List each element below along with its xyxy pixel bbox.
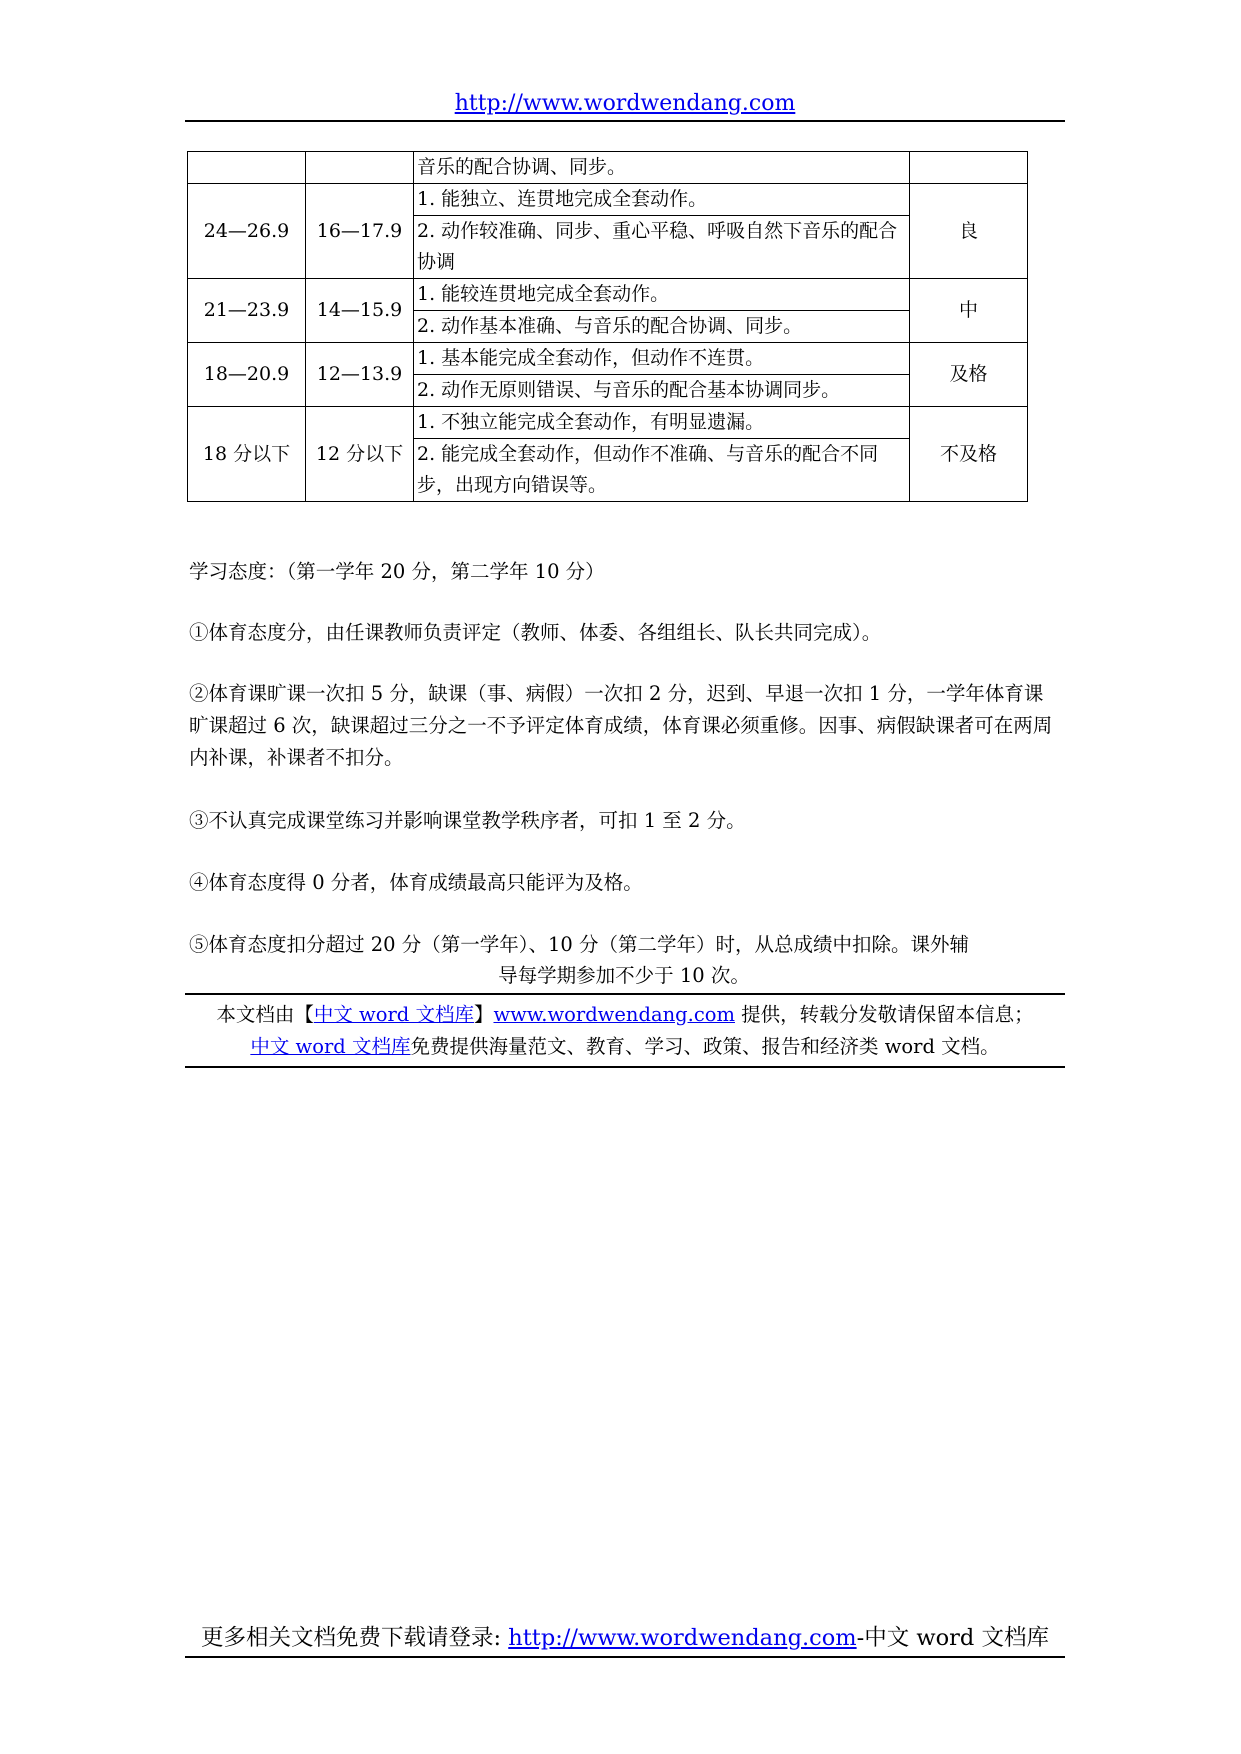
table-row	[188, 343, 1028, 407]
header	[185, 90, 1065, 118]
criterion-line: 1. 不独立能完成全套动作，有明显遗漏。	[417, 411, 765, 433]
attitude-item-1: ①体育态度分，由任课教师负责评定（教师、体委、各组组长、队长共同完成）。	[189, 621, 882, 644]
score-cell	[188, 152, 306, 184]
footer-suffix: -中文 word 文档库	[856, 1625, 1049, 1651]
criterion-line: 2. 能完成全套动作，但动作不准确、与音乐的配合不同步，出现方向错误等。	[414, 438, 909, 501]
score-cell: 14—15.9	[306, 279, 414, 343]
description-cell	[414, 343, 910, 407]
source-notice-line-2	[185, 1031, 1065, 1063]
attitude-item-5-line1: ⑤体育态度扣分超过 20 分（第一学年）、10 分（第二学年）时，从总成绩中扣除。课外辅	[189, 933, 969, 956]
criterion-line: 1. 基本能完成全套动作，但动作不连贯。	[417, 347, 765, 369]
criterion-line: 1. 能独立、连贯地完成全套动作。	[417, 188, 708, 210]
grade-cell: 及格	[910, 343, 1028, 407]
library-link[interactable]: 中文 word 文档库	[313, 1003, 474, 1026]
grade-cell	[910, 152, 1028, 184]
notice-prefix: 本文档由【	[216, 1003, 314, 1026]
footer-url-link[interactable]: http://www.wordwendang.com	[508, 1625, 857, 1651]
grade-cell: 不及格	[910, 407, 1028, 502]
source-notice	[185, 999, 1065, 1063]
score-cell: 18—20.9	[188, 343, 306, 407]
score-cell: 16—17.9	[306, 184, 414, 279]
table-row	[188, 279, 1028, 343]
library-link-2[interactable]: 中文 word 文档库	[250, 1035, 411, 1058]
table-row	[188, 152, 1028, 184]
source-notice-line-1	[185, 999, 1065, 1031]
notice-bottom-rule	[185, 1066, 1065, 1068]
notice-suffix: 提供，转载分发敬请保留本信息；	[734, 1003, 1034, 1026]
score-cell: 24—26.9	[188, 184, 306, 279]
description-cell	[414, 279, 910, 343]
table-row	[188, 184, 1028, 279]
description-cell	[414, 407, 910, 502]
grading-table	[187, 151, 1028, 502]
header-url-link[interactable]: http://www.wordwendang.com	[454, 91, 796, 116]
footer	[185, 1623, 1065, 1653]
description-cell	[414, 184, 910, 279]
score-cell: 12 分以下	[306, 407, 414, 502]
attitude-item-3: ③不认真完成课堂练习并影响课堂教学秩序者，可扣 1 至 2 分。	[189, 809, 746, 832]
criterion-line: 2. 动作较准确、同步、重心平稳、呼吸自然下音乐的配合协调	[414, 215, 909, 278]
notice-description: 免费提供海量范文、教育、学习、政策、报告和经济类 word 文档。	[410, 1035, 1000, 1058]
score-cell	[306, 152, 414, 184]
site-link[interactable]: www.wordwendang.com	[493, 1003, 735, 1026]
criterion-line: 2. 动作基本准确、与音乐的配合协调、同步。	[414, 310, 909, 342]
grade-cell: 良	[910, 184, 1028, 279]
footer-prefix: 更多相关文档免费下载请登录:	[201, 1625, 509, 1651]
header-rule	[185, 120, 1065, 122]
attitude-item-2: ②体育课旷课一次扣 5 分，缺课（事、病假）一次扣 2 分，迟到、早退一次扣 1 分，一学年体育课旷课超过 6 次，缺课超过三分之一不予评定体育成绩，体育课必须重修。因事、病假缺课者可在两周内补课，补课者不扣分。	[189, 682, 1053, 769]
criterion-line: 1. 能较连贯地完成全套动作。	[417, 283, 670, 305]
criterion-line: 2. 动作无原则错误、与音乐的配合基本协调同步。	[414, 374, 909, 406]
attitude-heading: 学习态度：（第一学年 20 分，第二学年 10 分）	[189, 560, 605, 583]
table-row	[188, 407, 1028, 502]
notice-top-rule	[185, 993, 1065, 995]
attitude-item-4: ④体育态度得 0 分者，体育成绩最高只能评为及格。	[189, 871, 643, 894]
score-cell: 21—23.9	[188, 279, 306, 343]
attitude-item-5-line2: 导每学期参加不少于 10 次。	[498, 964, 750, 987]
footer-rule	[185, 1656, 1065, 1658]
score-cell: 18 分以下	[188, 407, 306, 502]
description-cell: 音乐的配合协调、同步。	[414, 152, 910, 184]
grade-cell: 中	[910, 279, 1028, 343]
score-cell: 12—13.9	[306, 343, 414, 407]
notice-bracket: 】	[473, 1003, 494, 1026]
